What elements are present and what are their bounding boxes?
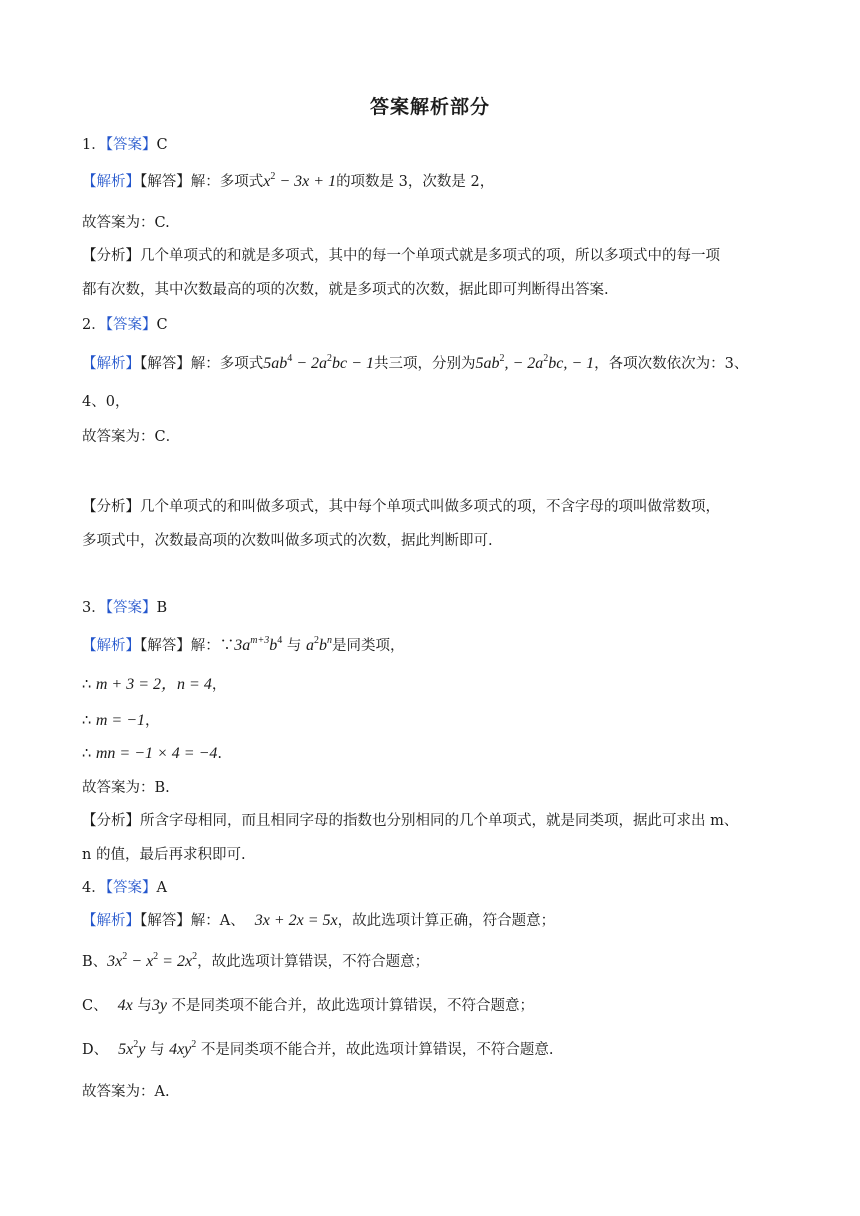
answer-tag: 【答案】 — [105, 317, 157, 333]
q3-solution-end: 是同类项， — [331, 638, 405, 654]
therefore-symbol: ∴ — [82, 677, 92, 693]
q4-option-a-label: 解：A、 — [190, 913, 245, 929]
q1-analysis-l2: 都有次数，其中次数最高的项的次数，就是多项式的次数，据此即可判断得出答案. — [82, 282, 609, 298]
therefore-symbol: ∴ — [82, 713, 92, 729]
q1-solution-text: 解：多项式 — [190, 174, 264, 190]
q2-polynomial: $5ab^4 - 2a^2bc - 1$ — [263, 353, 374, 372]
q1-analysis-text: 几个单项式的和就是多项式，其中的每一个单项式就是多项式的项，所以多项式中的每一项 — [140, 248, 720, 264]
q4-expr-b: $3x^2 - x^2 = 2x^2$ — [107, 951, 198, 970]
q1-final: 故答案为：C. — [82, 215, 170, 231]
jiexi-tag: 【解析】 — [82, 638, 140, 654]
answer-tag: 【答案】 — [105, 600, 157, 616]
q3-step-1-punct: ， — [211, 677, 227, 693]
q4-option-d-label: D、 — [82, 1042, 109, 1058]
q4-expr-c1: 4x — [117, 997, 133, 1014]
q1-solution-text-end: 的项数是 3，次数是 2， — [336, 174, 495, 190]
q3-answer: B — [156, 600, 168, 616]
q1-solution-line — [82, 172, 782, 192]
q4-number: 4． — [82, 880, 106, 896]
jieda-tag: 【解答】 — [140, 638, 191, 654]
q3-step-2-punct: ， — [145, 713, 160, 729]
q4-option-d — [82, 1040, 782, 1060]
q4-option-c-mid: 与 — [137, 998, 152, 1014]
q4-expr-d2: $4xy^2$ — [169, 1039, 197, 1058]
q3-answer-line — [82, 598, 782, 618]
q2-final: 故答案为：C． — [82, 429, 181, 445]
q2-number: 2． — [82, 317, 106, 333]
q1-answer-line — [82, 135, 782, 155]
q3-equation-2: m = −1 — [95, 712, 145, 729]
q3-monomial-2: $a^2b^n$ — [305, 635, 332, 654]
fenxi-tag: 【分析】 — [82, 813, 140, 829]
jieda-tag: 【解答】 — [140, 356, 191, 372]
q2-solution-line — [82, 354, 782, 374]
q1-number: 1． — [82, 137, 106, 153]
q2-terms: $5ab^2$, − $2a^2bc$, − 1 — [475, 353, 595, 372]
q3-final: 故答案为：B. — [82, 780, 170, 796]
q2-answer: C — [156, 317, 168, 333]
q3-analysis-l1 — [82, 811, 782, 831]
q2-analysis-l1 — [82, 497, 782, 517]
q3-step-3-punct: . — [217, 746, 222, 762]
q1-polynomial: $x^2 - 3x + 1$ — [263, 171, 337, 190]
therefore-symbol: ∴ — [82, 746, 92, 762]
q4-option-c — [82, 996, 782, 1016]
q3-equation-3: mn = −1 × 4 = −4 — [95, 745, 218, 762]
page-title: 答案解析部分 — [369, 96, 490, 118]
q4-option-a — [82, 911, 782, 931]
q2-solution-text: 解：多项式 — [190, 356, 264, 372]
q4-expr-c2: 3y — [151, 997, 167, 1014]
jiexi-tag: 【解析】 — [82, 356, 140, 372]
q4-option-b-text: ，故此选项计算错误，不符合题意； — [197, 954, 430, 970]
fenxi-tag: 【分析】 — [82, 499, 140, 515]
q4-option-d-mid: 与 — [149, 1042, 165, 1058]
q4-option-c-text: 不是同类项不能合并，故此选项计算错误，不符合题意； — [171, 998, 535, 1014]
fenxi-tag: 【分析】 — [82, 248, 140, 264]
q3-step-2 — [82, 711, 782, 731]
q4-option-d-text: 不是同类项不能合并，故此选项计算错误，不符合题意. — [200, 1042, 554, 1058]
q2-solution-end: ，各项次数依次为：3、 — [594, 356, 749, 372]
jiexi-tag: 【解析】 — [82, 913, 140, 929]
q4-expr-a: 3x + 2x = 5x — [254, 912, 338, 929]
q4-final: 故答案为：A. — [82, 1084, 170, 1100]
q2-analysis-l2: 多项式中，次数最高项的次数叫做多项式的次数，据此判断即可. — [82, 533, 493, 549]
answer-tag: 【答案】 — [105, 880, 157, 896]
q4-option-b-label: B、 — [82, 954, 108, 970]
jieda-tag: 【解答】 — [140, 174, 191, 190]
q2-solution-line2: 4、0， — [82, 394, 130, 410]
q3-number: 3． — [82, 600, 106, 616]
q3-step-1 — [82, 675, 782, 695]
q3-monomial-1: $3a^{m+3}b^4$ — [234, 635, 283, 654]
q3-step-3 — [82, 744, 782, 764]
q4-answer-line — [82, 878, 782, 898]
q3-analysis-l2: n 的值，最后再求积即可. — [82, 847, 246, 863]
q1-answer: C — [156, 137, 168, 153]
q1-analysis-l1 — [82, 246, 782, 266]
q3-equation-1: m + 3 = 2，n = 4 — [95, 676, 212, 693]
q4-option-c-label: C、 — [82, 998, 108, 1014]
q4-expr-d1: $5x^2y$ — [118, 1039, 146, 1058]
q4-option-b — [82, 952, 782, 972]
q3-solution-mid: 与 — [286, 638, 302, 654]
q4-answer: A — [156, 880, 167, 896]
jiexi-tag: 【解析】 — [82, 174, 140, 190]
q2-answer-line — [82, 315, 782, 335]
q3-solution-text: 解：∵ — [190, 638, 235, 654]
q2-solution-mid: 共三项，分别为 — [373, 356, 476, 372]
q3-solution-line — [82, 636, 782, 656]
q2-analysis-text: 几个单项式的和叫做多项式，其中每个单项式叫做多项式的项，不含字母的项叫做常数项， — [140, 499, 720, 515]
jieda-tag: 【解答】 — [140, 913, 191, 929]
answer-tag: 【答案】 — [105, 137, 157, 153]
q3-analysis-text: 所含字母相同，而且相同字母的指数也分别相同的几个单项式，就是同类项，据此可求出 m、 — [140, 813, 739, 829]
q4-option-a-text: ，故此选项计算正确，符合题意； — [337, 913, 556, 929]
